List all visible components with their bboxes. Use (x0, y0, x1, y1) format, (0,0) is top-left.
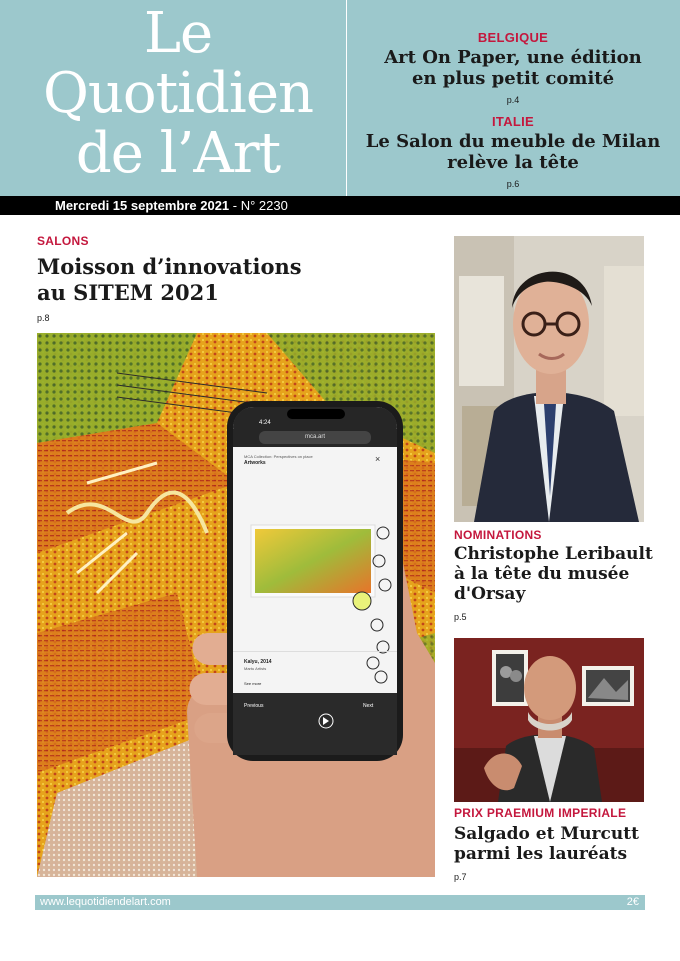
side2-kicker: PRIX PRAEMIUM IMPERIALE (454, 806, 627, 820)
teaser-italie[interactable] (354, 114, 672, 189)
issue-number: N° 2230 (240, 198, 288, 213)
main-headline[interactable] (37, 254, 302, 306)
teaser-headline-line: Art On Paper, une édition (384, 47, 642, 68)
side2-headline-line: parmi les lauréats (454, 844, 628, 864)
teaser-headline-line: en plus petit comité (411, 68, 615, 89)
logo-line-2: Quotidien (42, 61, 314, 126)
teaser-kicker: ITALIE (492, 114, 534, 129)
side1-kicker: NOMINATIONS (454, 528, 542, 542)
phone-url-bar[interactable]: mca.art (305, 434, 326, 440)
teaser-page: p.6 (506, 179, 520, 189)
logo-line-1: Le (143, 1, 213, 66)
logo-line-3: de l’Art (75, 121, 281, 186)
phone-artwork-artist: Martu Artists (244, 666, 267, 671)
side2-headline[interactable] (454, 824, 639, 864)
teaser-headline (354, 47, 672, 89)
teaser-headline-line: relève la tête (447, 152, 579, 173)
masthead-header (0, 0, 680, 196)
side2-headline-line: Salgado et Murcutt (454, 824, 639, 844)
side2-page-ref: p.7 (454, 872, 467, 882)
teaser-headline (354, 131, 672, 173)
main-headline-line: au SITEM 2021 (37, 280, 219, 305)
phone-collection: MCA Collection: Perspectives on place (244, 454, 313, 459)
dateline-bar (0, 196, 680, 215)
issue-date: Mercredi 15 septembre 2021 (55, 198, 230, 213)
side-photo-salgado[interactable] (454, 638, 644, 802)
main-headline-line: Moisson d’innovations (37, 254, 302, 279)
phone-close-icon[interactable]: × (375, 454, 381, 464)
side1-headline-line: Christophe Leribault (454, 544, 653, 564)
masthead-logo[interactable] (18, 1, 338, 186)
portrait-man-glasses-image (454, 236, 644, 522)
teaser-headline-line: Le Salon du meuble de Milan (365, 131, 661, 152)
phone-artwork-title: Kalyu, 2014 (244, 659, 272, 665)
issue-price: 2€ (626, 896, 639, 908)
phone-time: 4:24 (259, 420, 271, 426)
portrait-bald-man-image (454, 638, 644, 802)
website-link[interactable]: www.lequotidiendelart.com (40, 896, 171, 908)
side1-headline-line: à la tête du musée (454, 564, 630, 584)
phone-see-more[interactable]: See more (244, 681, 262, 686)
main-page-ref: p.8 (37, 313, 50, 323)
teaser-kicker: BELGIQUE (477, 30, 549, 45)
teaser-belgique[interactable] (354, 30, 672, 105)
side1-headline[interactable] (454, 544, 653, 604)
side-photo-leribault[interactable] (454, 236, 644, 522)
side1-headline-line: d'Orsay (454, 584, 526, 604)
dateline-separator: - (229, 198, 241, 213)
main-photo[interactable] (37, 333, 435, 877)
side1-page-ref: p.5 (454, 612, 467, 622)
phone-section: Artworks (244, 460, 266, 466)
phone-previous-button[interactable]: Previous (244, 703, 264, 709)
phone-next-button[interactable]: Next (363, 703, 374, 709)
footer-bar (35, 895, 645, 910)
main-kicker: SALONS (37, 234, 89, 248)
painting-with-phone-image (37, 333, 435, 877)
header-divider (346, 0, 347, 196)
teaser-page: p.4 (506, 95, 520, 105)
